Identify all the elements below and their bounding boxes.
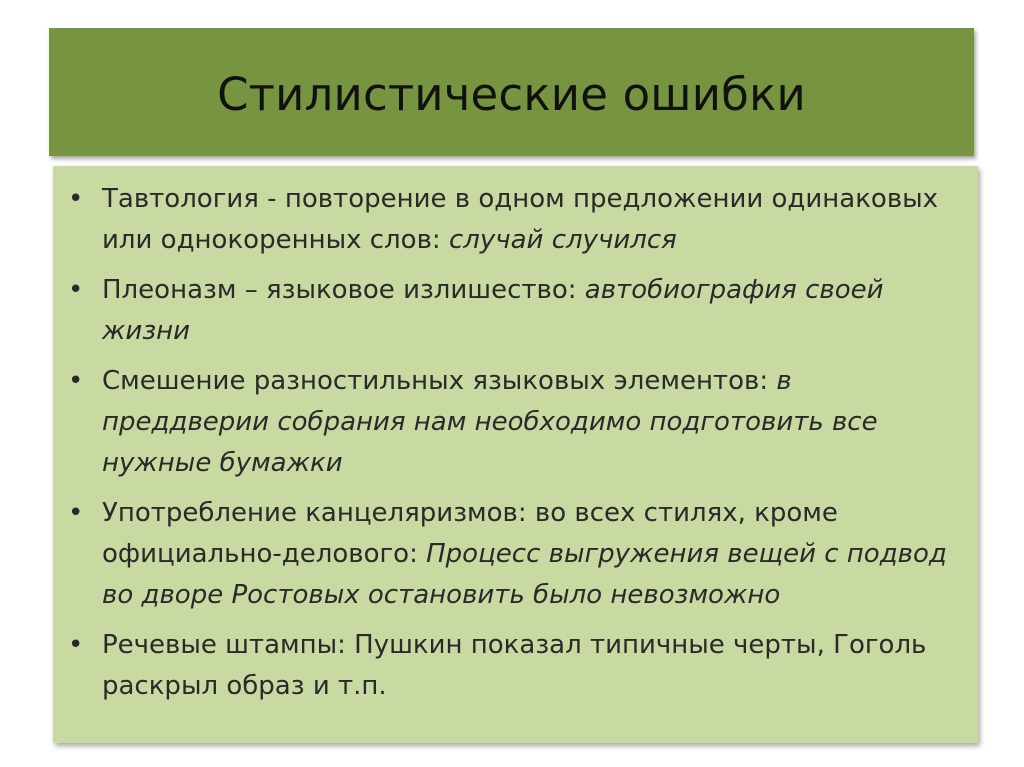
content-box bbox=[53, 166, 978, 743]
bullet-icon: • bbox=[68, 630, 84, 660]
bullet-item-cliches bbox=[68, 625, 960, 707]
slide-title-box bbox=[49, 28, 974, 156]
bullet-item-pleonasm bbox=[68, 270, 960, 352]
bullet-example: Процесс выгружения вещей с подвод во дворе Ростовых остановить было невозможно bbox=[102, 539, 947, 610]
bullet-icon: • bbox=[68, 366, 84, 396]
bullet-text: Речевые штампы: Пушкин показал типичные черты, Гоголь раскрыл образ и т.п. bbox=[102, 630, 927, 701]
slide-title: Стилистические ошибки bbox=[217, 67, 806, 121]
bullet-icon: • bbox=[68, 184, 84, 214]
bullet-text: Плеоназм – языковое излишество: bbox=[102, 275, 585, 305]
bullet-item-style-mixing bbox=[68, 361, 960, 484]
bullet-example: автобиография своей жизни bbox=[102, 275, 884, 346]
bullet-item-officialese bbox=[68, 493, 960, 616]
bullet-icon: • bbox=[68, 498, 84, 528]
bullet-text: Употребление канцеляризмов: во всех стилях, кроме официально-делового: bbox=[102, 498, 838, 569]
bullet-example: случай случился bbox=[448, 225, 677, 255]
bullet-text: Смешение разностильных языковых элементов: bbox=[102, 366, 777, 396]
bullet-list bbox=[68, 179, 960, 707]
bullet-text: Тавтология - повторение в одном предложении одинаковых или однокоренных слов: bbox=[102, 184, 939, 255]
bullet-item-tautology bbox=[68, 179, 960, 261]
bullet-example: в преддверии собрания нам необходимо подготовить все нужные бумажки bbox=[102, 366, 878, 478]
bullet-icon: • bbox=[68, 275, 84, 305]
